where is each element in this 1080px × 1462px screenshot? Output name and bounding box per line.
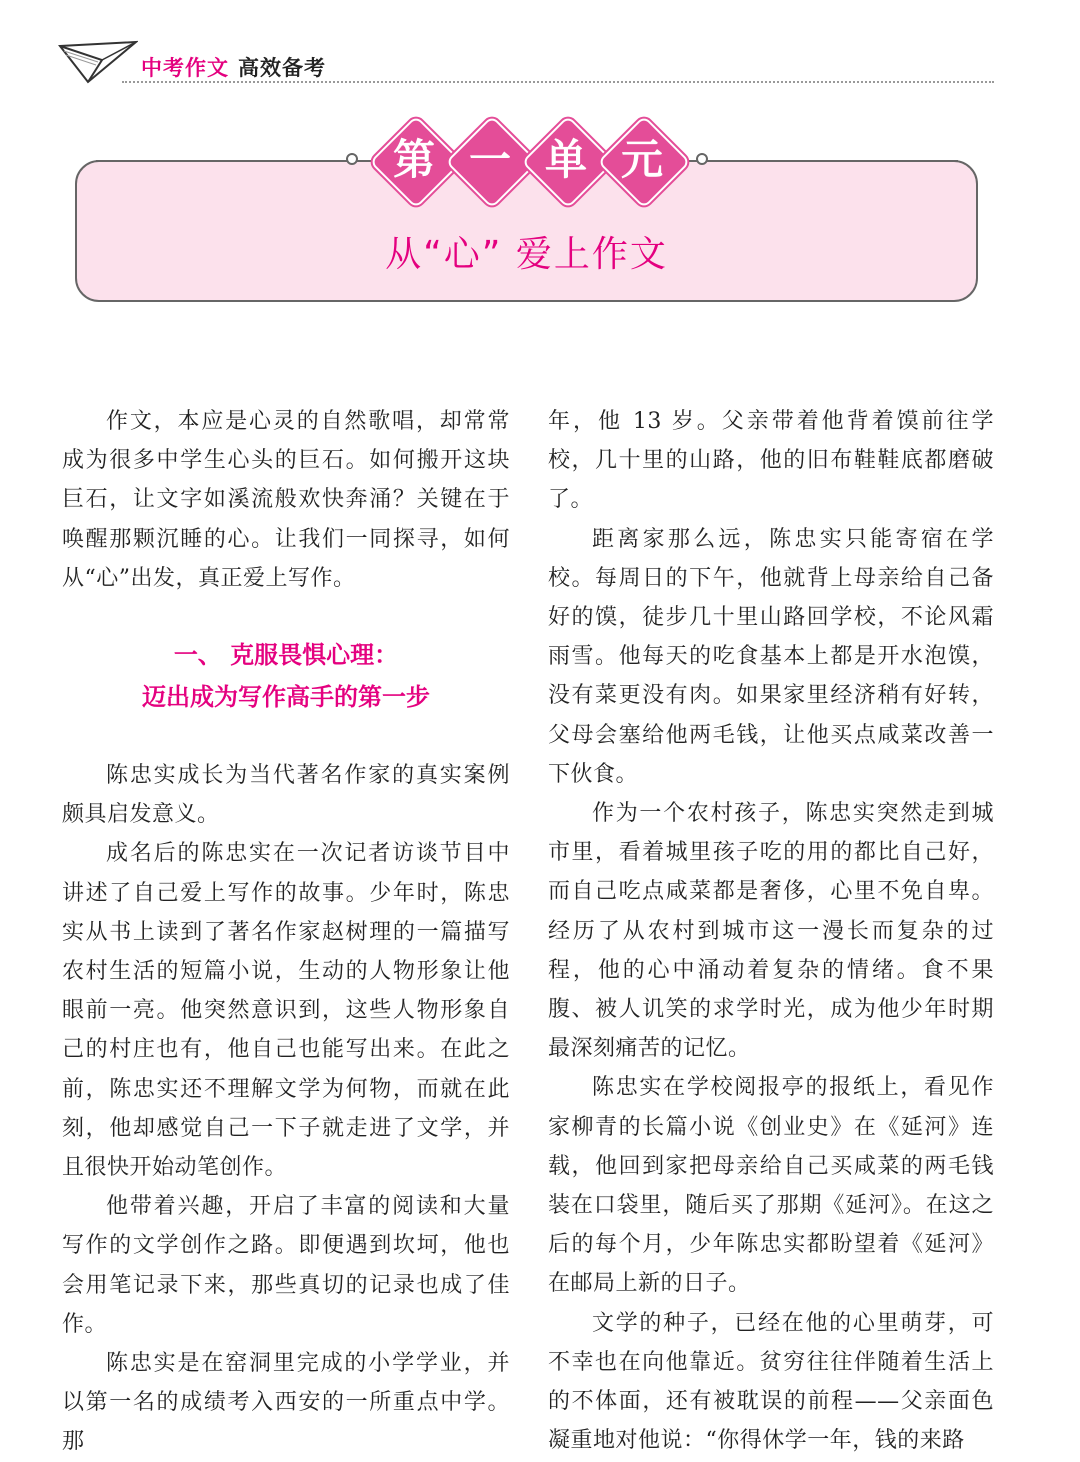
- unit-title-char: 元: [620, 135, 663, 184]
- body-paragraph: 陈忠实成长为当代著名作家的真实案例颇具启发意义。: [62, 763, 510, 828]
- running-header: [0, 0, 1080, 90]
- banner-line-left: [96, 160, 346, 162]
- body-paragraph: 陈忠实在学校阅报亭的报纸上，看见作家柳青的长篇小说《创业史》在《延河》连载，他回到家把母亲给自己买咸菜的两毛钱装在口袋里，随后买了那期《延河》。在这之后的每个月，少年陈忠实都盼望着《延河》在邮局上新的日子。: [548, 1075, 994, 1297]
- unit-title-char: 一: [468, 135, 511, 184]
- unit-title-diamond: [450, 120, 530, 200]
- body-paragraph: 文学的种子，已经在他的心里萌芽，可不幸也在向他靠近。贫穷往往伴随着生活上的不体面，还有被耽误的前程——父亲面色凝重地对他说：“你得休学一年，钱的来路: [548, 1310, 994, 1454]
- body-paragraph-continued: 年，他 13 岁。父亲带着他背着馍前往学校，几十里的山路，他的旧布鞋鞋底都磨破了。: [548, 409, 994, 513]
- banner-line-right: [708, 160, 958, 162]
- unit-title-diamond: [602, 120, 682, 200]
- header-divider: [122, 81, 994, 83]
- unit-subtitle: 从“心” 爱上作文: [385, 234, 668, 275]
- banner-knob-left: [346, 153, 358, 165]
- paper-plane-icon: [58, 38, 138, 86]
- body-paragraph: 成名后的陈忠实在一次记者访谈节目中讲述了自己爱上写作的故事。少年时，陈忠实从书上读到了著名作家赵树理的一篇描写农村生活的短篇小说，生动的人物形象让他眼前一亮。他突然意识到，这些人物形象自己的村庄也有，他自己也能写出来。在此之前，陈忠实还不理解文学为何物，而就在此刻，他却感觉自己一下子就走进了文学，并且很快开始动笔创作。: [62, 841, 510, 1181]
- left-column: [62, 402, 510, 1462]
- body-paragraph: 距离家那么远，陈忠实只能寄宿在学校。每周日的下午，他就背上母亲给自己备好的馍，徒步几十里山路回学校，不论风霜雨雪。他每天的吃食基本上都是开水泡馍，没有菜更没有肉。如果家里经济稍有好转，父母会塞给他两毛钱，让他买点咸菜改善一下伙食。: [548, 526, 994, 787]
- right-column: [548, 402, 994, 1460]
- body-paragraph: 他带着兴趣，开启了丰富的阅读和大量写作的文学创作之路。即便遇到坎坷，他也会用笔记录下来，那些真切的记录也成了佳作。: [62, 1194, 510, 1337]
- unit-title-char: 单: [544, 135, 587, 184]
- section-heading: [62, 634, 510, 718]
- intro-paragraph: 作文，本应是心灵的自然歌唱，却常常成为很多中学生心头的巨石。如何搬开这块巨石，让文字如溪流般欢快奔涌？关键在于唤醒那颗沉睡的心。让我们一同探寻，如何从“心”出发，真正爱上写作。: [62, 409, 510, 591]
- body-paragraph: 作为一个农村孩子，陈忠实突然走到城市里，看着城里孩子吃的用的都比自己好，而自己吃点咸菜都是奢侈，心里不免自卑。经历了从农村到城市这一漫长而复杂的过程，他的心中涌动着复杂的情绪。食不果腹、被人讥笑的求学时光，成为他少年时期最深刻痛苦的记忆。: [548, 801, 994, 1062]
- header-brand-rest: 高效备考: [238, 56, 326, 80]
- section-heading-line2: 迈出成为写作高手的第一步: [142, 683, 430, 712]
- unit-title-char: 第: [392, 135, 435, 184]
- unit-title-diamond: [374, 120, 454, 200]
- banner-knob-right: [696, 153, 708, 165]
- unit-title-diamond: [526, 120, 606, 200]
- section-heading-line1: 一、 克服畏惧心理：: [173, 641, 399, 670]
- unit-title: [374, 120, 684, 200]
- header-brand-accent: 中考作文: [141, 56, 229, 80]
- body-paragraph: 陈忠实是在窑洞里完成的小学学业，并以第一名的成绩考入西安的一所重点中学。那: [62, 1351, 510, 1455]
